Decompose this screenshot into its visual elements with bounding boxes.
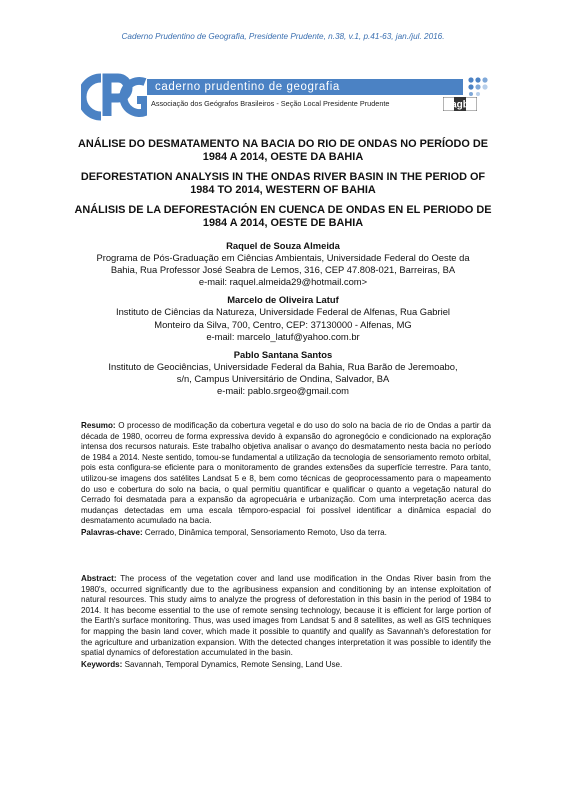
keywords-label: Keywords: <box>81 659 123 669</box>
journal-name: caderno prudentino de geografia <box>155 81 340 93</box>
title-es: ANÁLISIS DE LA DEFORESTACIÓN EN CUENCA DE ONDAS EN EL PERIODO DE 1984 A 2014, OESTE DE BAHIA <box>74 203 492 230</box>
author-name: Marcelo de Oliveira Latuf <box>227 294 339 306</box>
running-header: Caderno Prudentino de Geografia, Presidente Prudente, n.38, v.1, p.41-63, jan./jul. 2016. <box>121 32 445 41</box>
dots-decoration-icon <box>467 76 489 96</box>
resumo-text: O processo de modificação da cobertura vegetal e do uso do solo na bacia de rio de Ondas a partir da década de 1980, ocorreu de forma expressiva devido à expansão do agronegócio e condicionado na exploração intensa dos recursos naturais. Este trabalho objetiva analisar o avanço do desmatamento nesta bacia no período de 1984 a 2014. Neste sentido, tomou-se fundamental a utilização da tecnologia de sensoriamento remoto orbital, pois esta configura-se eficiente para o monitoramento de grandes extensões da superfície terrestre. Para tanto, utilizou-se imagens dos satélites Landsat 5 e 8, bem como técnicas de geoprocessamento para o mapeamento do uso e cobertura do solo na bacia, o qual permitiu quantificar e qualificar o quanto a vegetação natural do Cerrado foi desmatada para a expansão da agropecuária e urbanização. Com uma interpretação acerca das mudanças detectadas em uma escala têmporo-espacial foi possível identificar a dinâmica espacial do desmatamento acumulado na bacia. <box>81 421 492 526</box>
author-2 <box>86 294 480 342</box>
palavras-chave <box>81 528 491 539</box>
resumo-paragraph <box>81 421 491 527</box>
author-email: e-mail: marcelo_latuf@yahoo.com.br <box>206 330 360 342</box>
resumo-label: Resumo: <box>81 421 116 430</box>
abstract-label: Abstract: <box>81 574 117 583</box>
author-address: Monteiro da Silva, 700, Centro, CEP: 37130000 - Alfenas, MG <box>154 318 412 330</box>
abstract-paragraph <box>81 574 491 659</box>
author-address: s/n, Campus Universitário de Ondina, Salvador, BA <box>176 372 390 384</box>
logo-text: CPG <box>81 72 84 73</box>
author-name: Raquel de Souza Almeida <box>226 240 340 251</box>
title-pt: ANÁLISE DO DESMATAMENTO NA BACIA DO RIO DE ONDAS NO PERÍODO DE 1984 A 2014, OESTE DA BAHIA <box>77 138 489 164</box>
agb-logo <box>443 97 477 111</box>
article-titles <box>70 138 496 230</box>
author-3 <box>86 349 480 397</box>
author-affiliation: Instituto de Geociências, Universidade Federal da Bahia, Rua Barão de Jeremoabo, <box>108 360 458 372</box>
palavras-chave-text: Cerrado, Dinâmica temporal, Sensoriamento Remoto, Uso da terra. <box>144 527 387 537</box>
association-subtitle: Associação dos Geógrafos Brasileiros - Seção Local Presidente Prudente <box>151 99 390 108</box>
author-1 <box>86 240 480 288</box>
authors-block <box>86 240 480 397</box>
title-en: DEFORESTATION ANALYSIS IN THE ONDAS RIVER BASIN IN THE PERIOD OF 1984 TO 2014, WESTERN OF BAHIA <box>80 170 486 197</box>
keywords-text: Savannah, Temporal Dynamics, Remote Sensing, Land Use. <box>124 659 343 669</box>
keywords <box>81 660 491 671</box>
resumo-section <box>81 421 491 539</box>
author-email: e-mail: raquel.almeida29@hotmail.com> <box>198 276 368 288</box>
abstract-section <box>81 574 491 670</box>
author-address: Bahia, Rua Professor José Seabra de Lemos, 316, CEP 47.808-021, Barreiras, BA <box>110 264 456 276</box>
agb-text: agb <box>451 99 469 111</box>
cpg-logo <box>81 72 147 122</box>
palavras-chave-label: Palavras-chave: <box>81 527 143 537</box>
abstract-text: The process of the vegetation cover and land use modification in the Ondas River basin from the 1980's, occurred significantly due to the agribusiness expansion and conditioning by an intense exploitation of natural resources. This study aims to analyze the progress of deforestation in this basin in the period of 1984 to 2014. It has become essential to the use of remote sensing technology, because it is efficient for large portion of the Earth's surface monitoring. Thus, was used images from Landsat 5 and 8 satellites, as well as GIS techniques for mapping the basin land cover, which made it possible to quantify and qualify as Savannah's deforestation for the agriculture and urbanization expansion. With the detected changes interpretation it was possible to identify the spatial dynamics of deforestation accumulated in the basin. <box>81 574 491 658</box>
author-affiliation: Programa de Pós-Graduação em Ciências Ambientais, Universidade Federal do Oeste da <box>96 252 470 264</box>
banner-bar <box>147 79 463 95</box>
author-name: Pablo Santana Santos <box>233 348 333 360</box>
author-email: e-mail: pablo.srgeo@gmail.com <box>217 385 349 397</box>
author-affiliation: Instituto de Ciências da Natureza, Universidade Federal de Alfenas, Rua Gabriel <box>115 306 451 318</box>
journal-banner <box>81 72 491 122</box>
